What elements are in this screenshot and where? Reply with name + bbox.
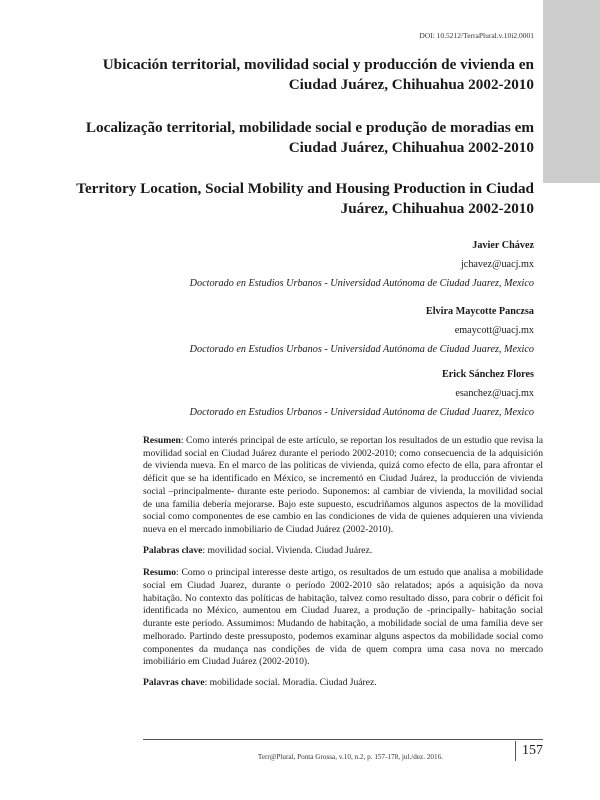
resumo-paragraph: [143, 567, 543, 669]
author-name: Javier Chávez: [472, 240, 534, 251]
author-institution: Doctorado en Estudios Urbanos - Universidad Autónoma de Ciudad Juarez, Mexico: [189, 407, 534, 418]
footer-tick-divider: [515, 741, 516, 761]
author-block: [94, 302, 534, 359]
side-tab-band: [543, 0, 600, 183]
author-block: [94, 236, 534, 293]
title-spanish: Ubicación territorial, movilidad social y producción de vivienda en Ciudad Juárez, Chihuahua 2002-2010: [102, 56, 534, 93]
author-block: [94, 365, 534, 422]
resumen-text: : Como interés principal de este artículo, se reportan los resultados de un estudio que revisa la movilidad social en Ciudad Juárez durante el periodo 2002-2010; como consecuencia de la adquisición de vivienda nueva. En el marco de las políticas de vivienda, quizá como efecto de ella, para afrontar el déficit que se ha identificado en México, se incrementó en Ciudad Juárez, la producción de vivienda social –principalmente- durante este periodo. Suponemos: al cambiar de vivienda, la movilidad social de una familia debería mejorarse. Bajo este supuesto, escudriñamos algunos aspectos de la movilidad social como componentes de ese cambio en las condiciones de vida de quienes adquieren una vivienda nueva en el mercado inmobiliario de Ciudad Juárez (2002-2010).: [143, 435, 543, 535]
palavras-chave-paragraph: [143, 677, 543, 690]
abstract-section: [143, 435, 543, 700]
title-english: Territory Location, Social Mobility and Housing Production in Ciudad Juárez, Chihuahua 2002-2010: [76, 180, 534, 217]
resumen-paragraph: [143, 435, 543, 537]
palavras-chave-label: Palavras chave: [143, 676, 205, 688]
page-number: 157: [522, 743, 543, 758]
title-portuguese: Localização territorial, mobilidade social e produção de moradias em Ciudad Juárez, Chihuahua 2002-2010: [85, 119, 534, 156]
footer-citation: Terr@Plural, Ponta Grossa, v.10, n.2, p. 157-178, jul./dez. 2016.: [257, 753, 443, 761]
author-name: Erick Sánchez Flores: [441, 369, 534, 380]
author-name: Elvira Maycotte Panczsa: [425, 306, 534, 317]
footer-divider: [143, 739, 543, 740]
resumen-label: Resumen: [143, 435, 181, 446]
palabras-clave-label: Palabras clave: [143, 544, 203, 556]
author-email[interactable]: emaycott@uacj.mx: [454, 325, 534, 336]
doi-line: DOI: 10.5212/TerraPlural.v.10i2.0001: [419, 31, 534, 40]
author-institution: Doctorado en Estudios Urbanos - Universidad Autónoma de Ciudad Juarez, Mexico: [189, 278, 534, 289]
resumo-text: : Como o principal interesse deste artigo, os resultados de um estudo que analisa a mobilidade social em Ciudad Juarez, durante o período 2002-2010 são relatados; após a aquisição da nova habitação. No contexto das políticas de habitação, talvez como resultado disso, para cobrir o déficit foi identificada no México, aumentou em Ciudad Juarez, a produção de -principally- habitação social durante este período. Assumimos: Mudando de habitação, a mobilidade social de uma família deve ser melhorado. Partindo deste pressuposto, podemos examinar alguns aspectos da mobilidade social como componentes da mudança nas condições de vida de quem compra uma casa nova no mercado imobiliário em Ciudad Juárez (2002-2010).: [143, 567, 543, 668]
author-institution: Doctorado en Estudios Urbanos - Universidad Autónoma de Ciudad Juarez, Mexico: [189, 344, 534, 355]
author-email[interactable]: esanchez@uacj.mx: [455, 388, 534, 399]
resumo-label: Resumo: [143, 567, 177, 579]
palavras-chave-text: : mobilidade social. Moradia. Ciudad Juárez.: [204, 676, 377, 688]
author-email[interactable]: jchavez@uacj.mx: [460, 259, 534, 270]
palabras-clave-text: : movilidad social. Vivienda. Ciudad Juárez.: [202, 544, 373, 556]
palabras-clave-paragraph: [143, 545, 543, 558]
